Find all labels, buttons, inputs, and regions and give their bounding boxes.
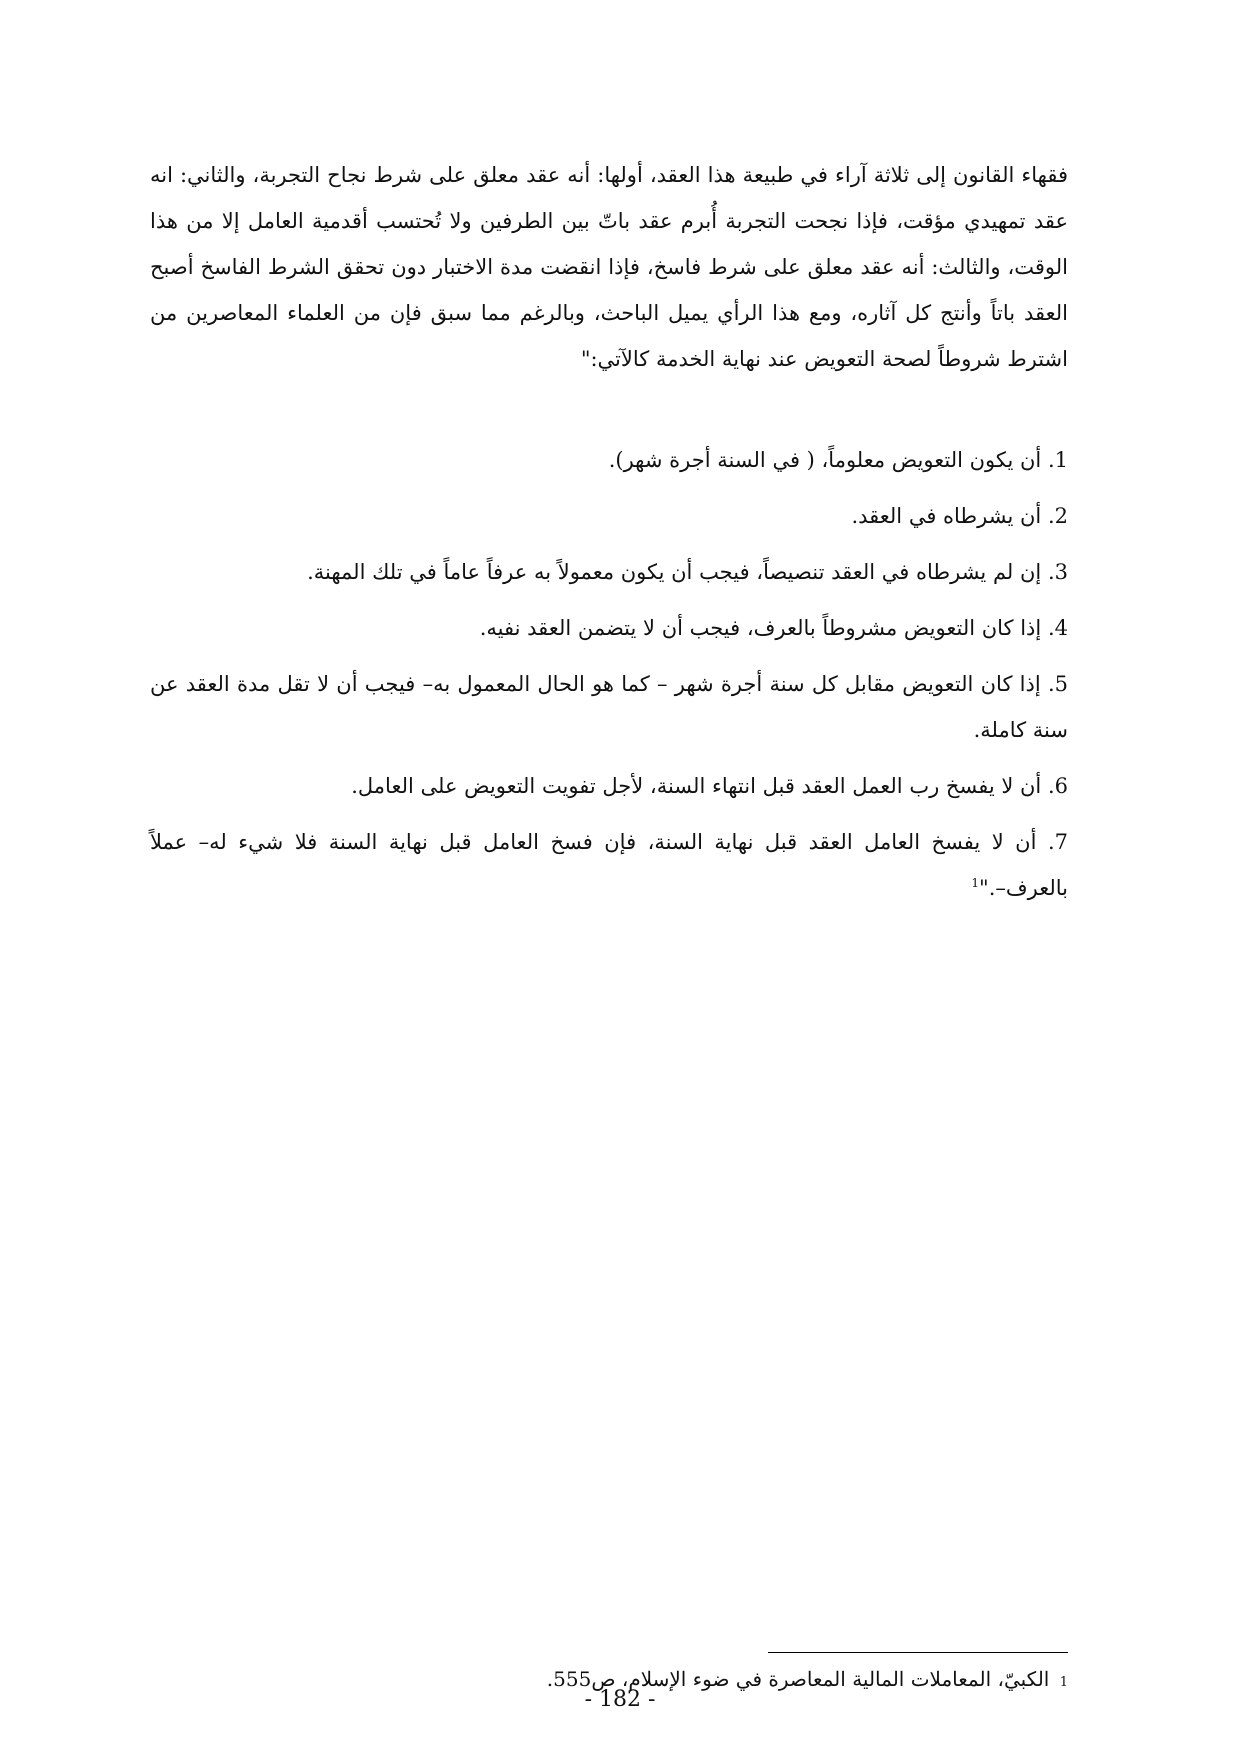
list-item <box>150 437 1068 483</box>
footnote-divider <box>768 1652 1068 1653</box>
list-item-text: أن لا يفسخ رب العمل العقد قبل انتهاء السنة، لأجل تفويت التعويض على العامل. <box>351 774 1042 798</box>
list-item-number: 2. <box>1047 504 1068 528</box>
list-item-text: أن لا يفسخ العامل العقد قبل نهاية السنة، فإن فسخ العامل قبل نهاية السنة فلا شيء له– عملاً بالعرف–." <box>150 830 1068 900</box>
list-item-number: 5. <box>1047 672 1068 696</box>
list-item-number: 1. <box>1047 448 1068 472</box>
footnote-number: 1 <box>1059 1675 1068 1690</box>
list-item <box>150 661 1068 753</box>
list-item-text: إن لم يشرطاه في العقد تنصيصاً، فيجب أن يكون معمولاً به عرفاً عاماً في تلك المهنة. <box>307 560 1042 584</box>
list-item <box>150 763 1068 809</box>
conditions-list <box>150 437 1068 921</box>
list-item <box>150 549 1068 595</box>
list-item <box>150 605 1068 651</box>
list-item-text: أن يكون التعويض معلوماً، ( في السنة أجرة شهر). <box>608 448 1042 472</box>
footnote-reference[interactable]: 1 <box>971 876 980 890</box>
intro-paragraph: فقهاء القانون إلى ثلاثة آراء في طبيعة هذا العقد، أولها: أنه عقد معلق على شرط نجاح التجربة، والثاني: انه عقد تمهيدي مؤقت، فإذا نجحت التجربة أُبرم عقد باتّ بين الطرفين ولا تُحتسب أقدمية العامل إلا من هذا الوقت، والثالث: أنه عقد معلق على شرط فاسخ، فإذا انقضت مدة الاختبار دون تحقق الشرط الفاسخ أصبح العقد باتاً وأنتج كل آثاره، ومع هذا الرأي يميل الباحث، وبالرغم مما سبق فإن من العلماء المعاصرين من اشترط شروطاً لصحة التعويض عند نهاية الخدمة كالآتي:" <box>150 163 1068 371</box>
list-item-text: إذا كان التعويض مشروطاً بالعرف، فيجب أن لا يتضمن العقد نفيه. <box>479 616 1042 640</box>
list-item-text: أن يشرطاه في العقد. <box>851 504 1042 528</box>
footnote-text: الكبيّ، المعاملات المالية المعاصرة في ضوء الإسلام، ص555. <box>546 1667 1050 1691</box>
page-number: - 182 - <box>584 1687 656 1712</box>
list-item-number: 6. <box>1047 774 1068 798</box>
list-item <box>150 493 1068 539</box>
list-item-number: 7. <box>1047 830 1068 854</box>
list-item-text: إذا كان التعويض مقابل كل سنة أجرة شهر – كما هو الحال المعمول به– فيجب أن لا تقل مدة العقد عن سنة كاملة. <box>150 672 1068 742</box>
list-item-number: 3. <box>1047 560 1068 584</box>
list-item-number: 4. <box>1047 616 1068 640</box>
list-item <box>150 819 1068 911</box>
